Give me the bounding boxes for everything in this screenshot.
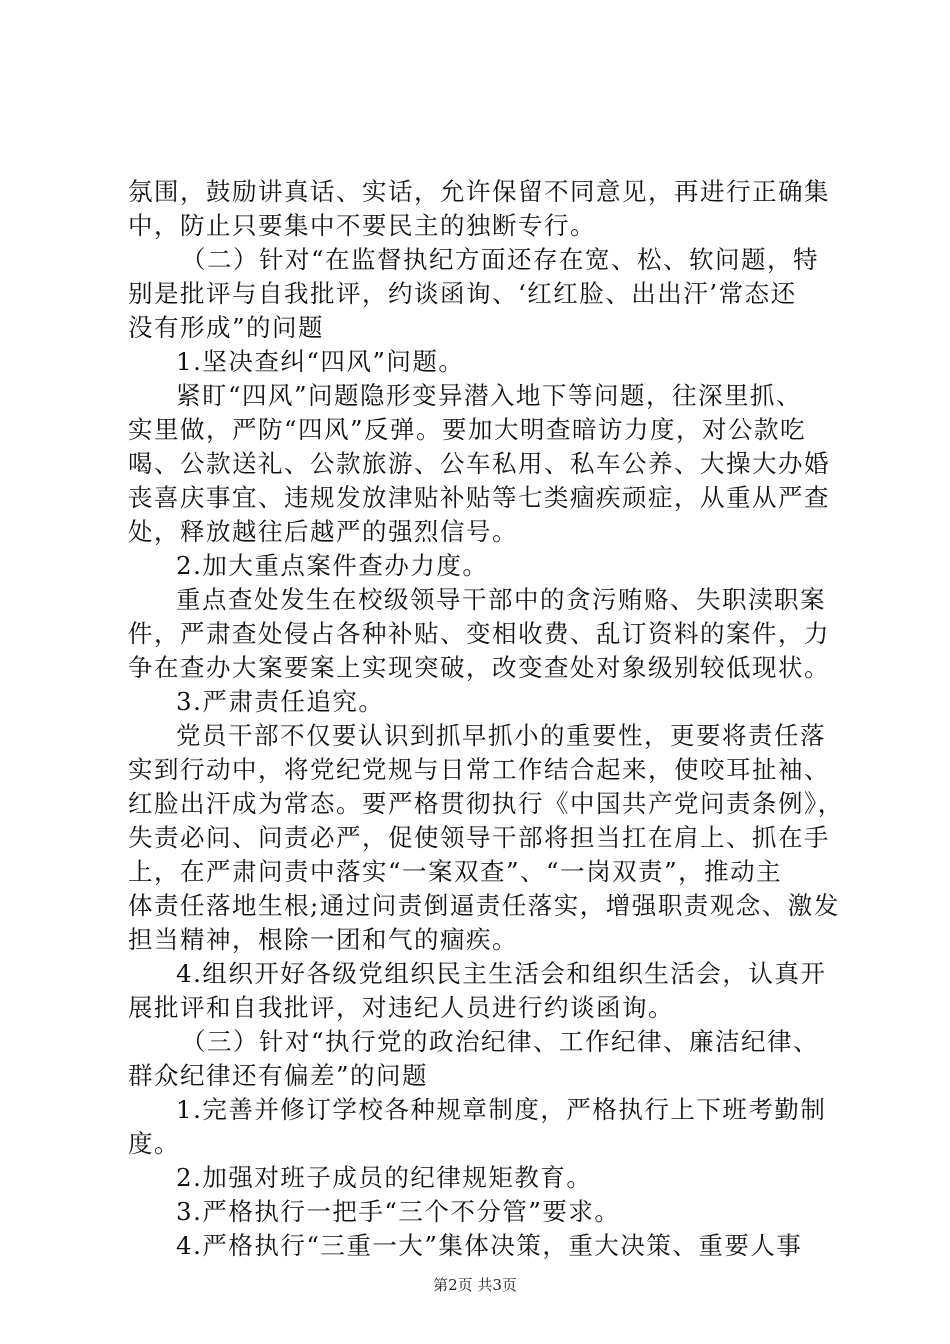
text-line: 3.严格执行一把手“三个不分管”要求。	[176, 1197, 621, 1226]
text-line: 没有形成”的问题	[128, 313, 325, 342]
text-line: （二）针对“在监督执纪方面还存在宽、松、软问题，特	[181, 245, 820, 274]
text-line: （三）针对“执行党的政治纪律、工作纪律、廉洁纪律、	[181, 1027, 820, 1056]
text-line: 红脸出汗成为常态。要严格贯彻执行《中国共产党问责条例》，	[128, 789, 844, 818]
text-line: 度。	[128, 1129, 180, 1158]
text-line: 争在查办大案要案上实现突破，改变查处对象级别较低现状。	[128, 653, 830, 682]
text-line: 1.坚决查纠“四风”问题。	[176, 347, 465, 376]
text-line: 实里做，严防“四风”反弹。要加大明查暗访力度，对公款吃	[128, 415, 807, 444]
document-body	[128, 175, 844, 1263]
text-line: 担当精神，根除一团和气的痼疾。	[128, 925, 518, 954]
text-line: 2.加大重点案件查办力度。	[176, 551, 489, 580]
text-line: 中，防止只要集中不要民主的独断专行。	[128, 211, 596, 240]
text-line: 实到行动中，将党纪党规与日常工作结合起来，使咬耳扯袖、	[128, 755, 830, 784]
text-line: 处，释放越往后越严的强烈信号。	[128, 517, 518, 546]
text-line: 重点查处发生在校级领导干部中的贪污贿赂、失职渎职案	[176, 585, 826, 614]
text-line: 失责必问、问责必严，促使领导干部将担当扛在肩上、抓在手	[128, 823, 830, 852]
text-line: 件，严肃查处侵占各种补贴、变相收费、乱订资料的案件，力	[128, 619, 830, 648]
text-line: 别是批评与自我批评，约谈函询、‘红红脸、出出汗’常态还	[128, 279, 797, 308]
text-line: 4.严格执行“三重一大”集体决策，重大决策、重要人事	[176, 1231, 803, 1260]
text-line: 喝、公款送礼、公款旅游、公车私用、私车公养、大操大办婚	[128, 449, 830, 478]
text-line: 党员干部不仅要认识到抓早抓小的重要性，更要将责任落	[176, 721, 826, 750]
text-line: 1.完善并修订学校各种规章制度，严格执行上下班考勤制	[176, 1095, 827, 1124]
text-line: 丧喜庆事宜、违规发放津贴补贴等七类痼疾顽症，从重从严查	[128, 483, 830, 512]
text-line: 展批评和自我批评，对违纪人员进行约谈函询。	[128, 993, 674, 1022]
text-line: 氛围，鼓励讲真话、实话，允许保留不同意见，再进行正确集	[128, 177, 830, 206]
page-footer: 第2页 共3页	[433, 1276, 517, 1294]
text-line: 2.加强对班子成员的纪律规矩教育。	[176, 1163, 593, 1192]
text-line: 3.严肃责任追究。	[176, 687, 385, 716]
text-line: 紧盯“四风”问题隐形变异潜入地下等问题，往深里抓、	[176, 381, 803, 410]
text-line: 4.组织开好各级党组织民主生活会和组织生活会，认真开	[176, 959, 827, 988]
text-line: 群众纪律还有偏差”的问题	[128, 1061, 429, 1090]
text-line: 上，在严肃问责中落实“一案双查”、“一岗双责”，推动主	[128, 857, 783, 886]
text-line: 体责任落地生根;通过问责倒逼责任落实，增强职责观念、激发	[128, 891, 840, 920]
